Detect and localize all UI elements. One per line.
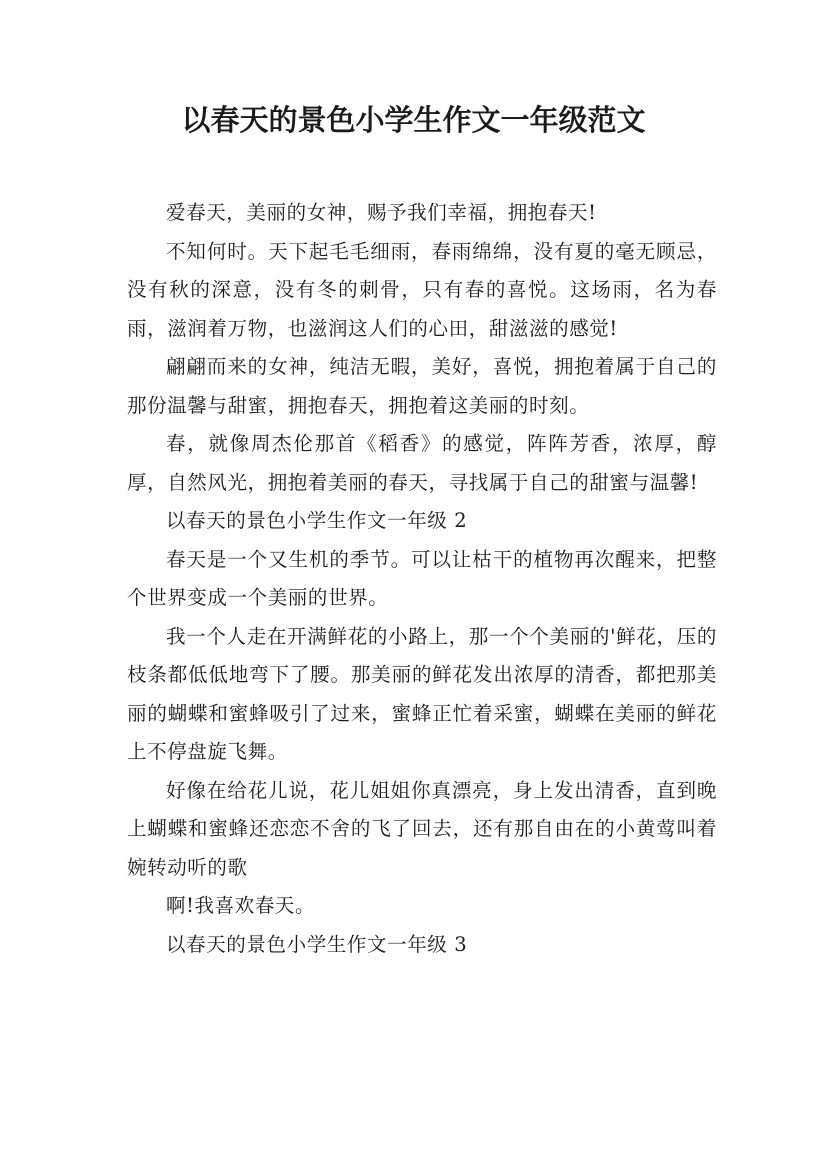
paragraph: 春天是一个又生机的季节。可以让枯干的植物再次醒来，把整个世界变成一个美丽的世界。 (127, 547, 717, 609)
document-body (127, 194, 717, 964)
paragraph: 好像在给花儿说，花儿姐姐你真漂亮，身上发出清香，直到晚上蝴蝶和蜜蜂还恋恋不舍的飞了回去，还有那自由在的小黄莺叫着婉转动听的歌 (127, 778, 717, 879)
paragraph: 不知何时。天下起毛毛细雨，春雨绵绵，没有夏的毫无顾忌，没有秋的深意，没有冬的刺骨，只有春的喜悦。这场雨，名为春雨，滋润着万物，也滋润这人们的心田，甜滋滋的感觉! (127, 239, 717, 340)
paragraph: 啊!我喜欢春天。 (166, 894, 316, 917)
section-heading: 以春天的景色小学生作文一年级 3 (166, 932, 468, 956)
paragraph: 翩翩而来的女神，纯洁无暇，美好，喜悦，拥抱着属于自己的那份温馨与甜蜜，拥抱春天，拥抱着这美丽的时刻。 (127, 355, 717, 417)
document-title: 以春天的景色小学生作文一年级范文 (181, 103, 646, 137)
paragraph: 爱春天，美丽的女神，赐予我们幸福，拥抱春天! (166, 201, 597, 224)
section-heading: 以春天的景色小学生作文一年级 2 (166, 509, 468, 532)
paragraph: 我一个人走在开满鲜花的小路上，那一个个美丽的'鲜花，压的枝条都低低地弯下了腰。那美丽的鲜花发出浓厚的清香，都把那美丽的蝴蝶和蜜蜂吸引了过来，蜜蜂正忙着采蜜，蝴蝶在美丽的鲜花上不停盘旋飞舞。 (127, 624, 717, 763)
paragraph: 春，就像周杰伦那首《稻香》的感觉，阵阵芳香，浓厚，醇厚，自然风光，拥抱着美丽的春天，寻找属于自己的甜蜜与温馨! (127, 432, 717, 494)
